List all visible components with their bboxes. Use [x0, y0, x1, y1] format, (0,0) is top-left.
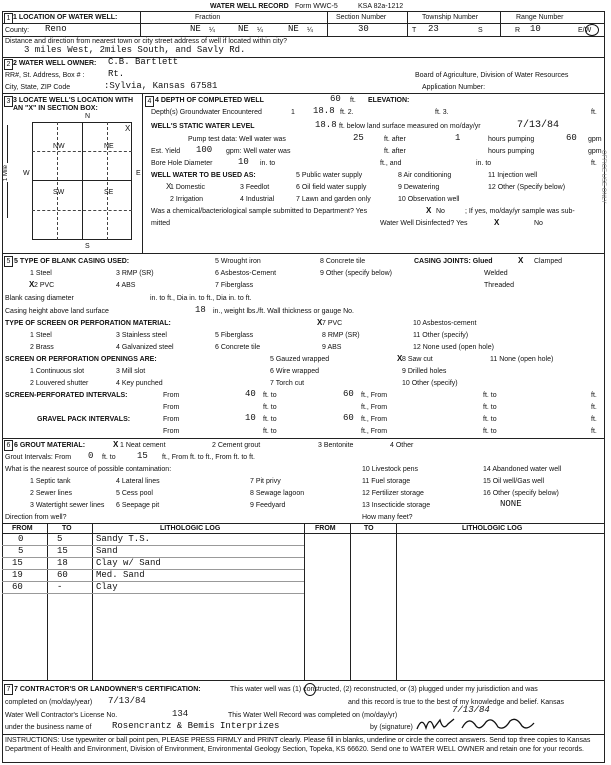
pump-test-label: Pump test data: Well water was: [188, 136, 286, 143]
range-east-circle: [585, 24, 599, 36]
log-row-3-from: 19: [12, 570, 23, 580]
record-date: 7/13/84: [452, 705, 490, 715]
grout-intervals-label: Grout Intervals: From: [5, 454, 72, 461]
owner-label: 2 WATER WELL OWNER:: [13, 60, 97, 67]
log-header-from-2: FROM: [315, 525, 336, 532]
log-header-lithologic: LITHOLOGIC LOG: [160, 525, 221, 532]
township-value: 23: [428, 24, 439, 34]
log-row-1-from: 5: [18, 546, 24, 556]
city-label: City, State, ZIP Code: [5, 84, 71, 91]
casing-diameter-label: Blank casing diameter: [5, 295, 74, 302]
log-header-lithologic-2: LITHOLOGIC LOG: [462, 525, 523, 532]
static-level-value: 18.8: [315, 120, 337, 130]
rr-label: RR#, St. Address, Box # :: [5, 72, 85, 79]
log-row-0-desc: Sandy T.S.: [96, 534, 151, 544]
office-use-only: OFFICE USE ONLY: [600, 150, 606, 204]
range-number-label: Range Number: [516, 14, 564, 21]
groundwater-1-value: 18.8: [313, 106, 335, 116]
business-label: under the business name of: [5, 724, 92, 731]
log-row-3-to: 60: [57, 570, 68, 580]
contamination-question: What is the nearest source of possible contamination:: [5, 466, 172, 473]
location-label: 1 LOCATION OF WATER WELL:: [13, 14, 118, 21]
section-number-value: 30: [358, 24, 369, 34]
license-label: Water Well Contractor's License No.: [5, 712, 118, 719]
log-header-from: FROM: [12, 525, 33, 532]
est-yield-label: Est. Yield: [151, 148, 181, 155]
log-header-to-2: TO: [364, 525, 374, 532]
log-row-4-from: 60: [12, 582, 23, 592]
signature-label: by (signature): [370, 724, 413, 731]
gravel-intervals-label: GRAVEL PACK INTERVALS:: [37, 416, 131, 423]
casing-height-label: Casing height above land surface: [5, 308, 109, 315]
casing-pvc-mark: X: [29, 280, 35, 289]
elevation-label: ELEVATION:: [368, 97, 410, 104]
casing-label: 5 TYPE OF BLANK CASING USED:: [14, 258, 130, 265]
screen-label: TYPE OF SCREEN OR PERFORATION MATERIAL:: [5, 320, 171, 327]
form-number: Form WWC-5: [295, 3, 338, 10]
log-row-4-to: -: [57, 582, 63, 592]
license-value: 134: [172, 709, 189, 719]
screen-pvc-mark: X: [317, 318, 323, 327]
how-many-feet-label: How many feet?: [362, 514, 413, 521]
log-row-0-to: 5: [57, 534, 63, 544]
fraction-1: NE: [190, 24, 201, 34]
casing-height-value: 18: [195, 305, 206, 315]
pump-gpm-value: 60: [566, 133, 577, 143]
log-row-0-from: 0: [18, 534, 24, 544]
openings-label: SCREEN OR PERFORATION OPENINGS ARE:: [5, 356, 157, 363]
fraction-label: Fraction: [195, 14, 221, 21]
sw-label: SW: [53, 189, 65, 196]
gravel-from-value: 10: [245, 413, 256, 423]
static-date: 7/13/84: [517, 120, 560, 131]
mile-label: 1 Mile: [3, 165, 9, 182]
bore-value: 10: [238, 157, 249, 167]
se-label: SE: [104, 189, 114, 196]
contamination-none: NONE: [500, 499, 522, 509]
grout-to-value: 15: [137, 451, 148, 461]
use-domestic-mark: X: [166, 182, 172, 191]
board-label: Board of Agriculture, Division of Water Resources: [415, 72, 569, 79]
log-row-2-desc: Clay w/ Sand: [96, 558, 161, 568]
chem-question: Was a chemical/bacteriological sample submitted to Department? Yes: [151, 208, 368, 215]
county-value: Reno: [45, 24, 67, 34]
nw-label: NW: [53, 143, 65, 150]
log-row-1-to: 15: [57, 546, 68, 556]
pump-hours-value: 1: [455, 133, 461, 143]
pump-test-value: 25: [353, 133, 364, 143]
est-yield-value: 100: [196, 145, 213, 155]
business-value: Rosencrantz & Bemis Interprizes: [112, 721, 280, 731]
casing-joints-label: CASING JOINTS: Glued: [414, 258, 493, 265]
completed-label: completed on (mo/day/year): [5, 699, 93, 706]
log-header-to: TO: [62, 525, 72, 532]
form-statute: KSA 82a-1212: [358, 3, 404, 10]
direction-label: Direction from well?: [5, 514, 67, 521]
depth-label: 4 DEPTH OF COMPLETED WELL: [155, 97, 264, 104]
section-x-mark: X: [125, 124, 131, 133]
saw-cut-mark: X: [397, 354, 403, 363]
bore-label: Bore Hole Diameter: [151, 160, 213, 167]
perf-intervals-label: SCREEN-PERFORATED INTERVALS:: [5, 392, 128, 399]
distance-value: 3 miles West, 2miles South, and Savly Rd.: [24, 45, 246, 55]
use-domestic: 1 Domestic: [170, 184, 206, 191]
locate-label: 3 LOCATE WELL'S LOCATION WITH AN "X" IN SECTION BOX:: [13, 97, 134, 112]
grout-label: 6 GROUT MATERIAL:: [14, 442, 86, 449]
range-direction: E/W: [578, 27, 592, 34]
range-value: 10: [530, 24, 541, 34]
gravel-to-value: 60: [343, 413, 354, 423]
ne-label: NE: [104, 143, 114, 150]
log-row-2-to: 18: [57, 558, 68, 568]
certification-label: 7 CONTRACTOR'S OR LANDOWNER'S CERTIFICATION:: [14, 686, 201, 693]
perf-from-value: 40: [245, 389, 256, 399]
distance-label: Distance and direction from nearest town or city street address of well if located within city?: [5, 38, 288, 45]
rr-value: Rt.: [108, 69, 125, 79]
city-value: :Sylvia, Kansas 67581: [104, 81, 218, 91]
instructions: INSTRUCTIONS: Use typewriter or ball point pen, PLEASE PRESS FIRMLY and PRINT clearly. Please fill in blanks, underline or circle the correct answers. Send top three copies to Kansas Department of Health and Environment, Division of Environment, Environmental Geology Section, Topeka, KS 66620. Send one to WATER WELL OWNER and retain one for your records.: [5, 737, 591, 753]
perf-to-value: 60: [343, 389, 354, 399]
log-row-1-desc: Sand: [96, 546, 118, 556]
casing-pvc: 2 PVC: [34, 282, 55, 289]
neat-cement-mark: X: [113, 440, 119, 449]
signature-mark: [414, 712, 554, 734]
completed-value: 7/13/84: [108, 696, 146, 706]
grout-from-value: 0: [88, 451, 94, 461]
log-row-4-desc: Clay: [96, 582, 118, 592]
use-label: WELL WATER TO BE USED AS:: [151, 172, 256, 179]
static-level-label: WELL'S STATIC WATER LEVEL: [151, 123, 255, 130]
fraction-3: NE: [288, 24, 299, 34]
section-number-label: Section Number: [336, 14, 387, 21]
groundwater-label: Depth(s) Groundwater Encountered: [151, 109, 262, 116]
disinfected-label: Water Well Disinfected? Yes: [380, 220, 468, 227]
township-number-label: Township Number: [422, 14, 479, 21]
constructed-circle: [304, 683, 316, 696]
owner-name: C.B. Bartlett: [108, 57, 179, 67]
section-1-number: 1: [4, 13, 13, 24]
application-label: Application Number:: [422, 84, 486, 91]
fraction-2: NE: [238, 24, 249, 34]
depth-value: 60: [330, 94, 341, 104]
form-title: WATER WELL RECORD: [210, 3, 289, 10]
log-row-2-from: 15: [12, 558, 23, 568]
county-label: County:: [5, 27, 30, 34]
certification-line-1: This water well was (1) constructed, (2) reconstructed, or (3) plugged under my jurisdiction and was: [230, 686, 538, 693]
log-row-3-desc: Med. Sand: [96, 570, 145, 580]
